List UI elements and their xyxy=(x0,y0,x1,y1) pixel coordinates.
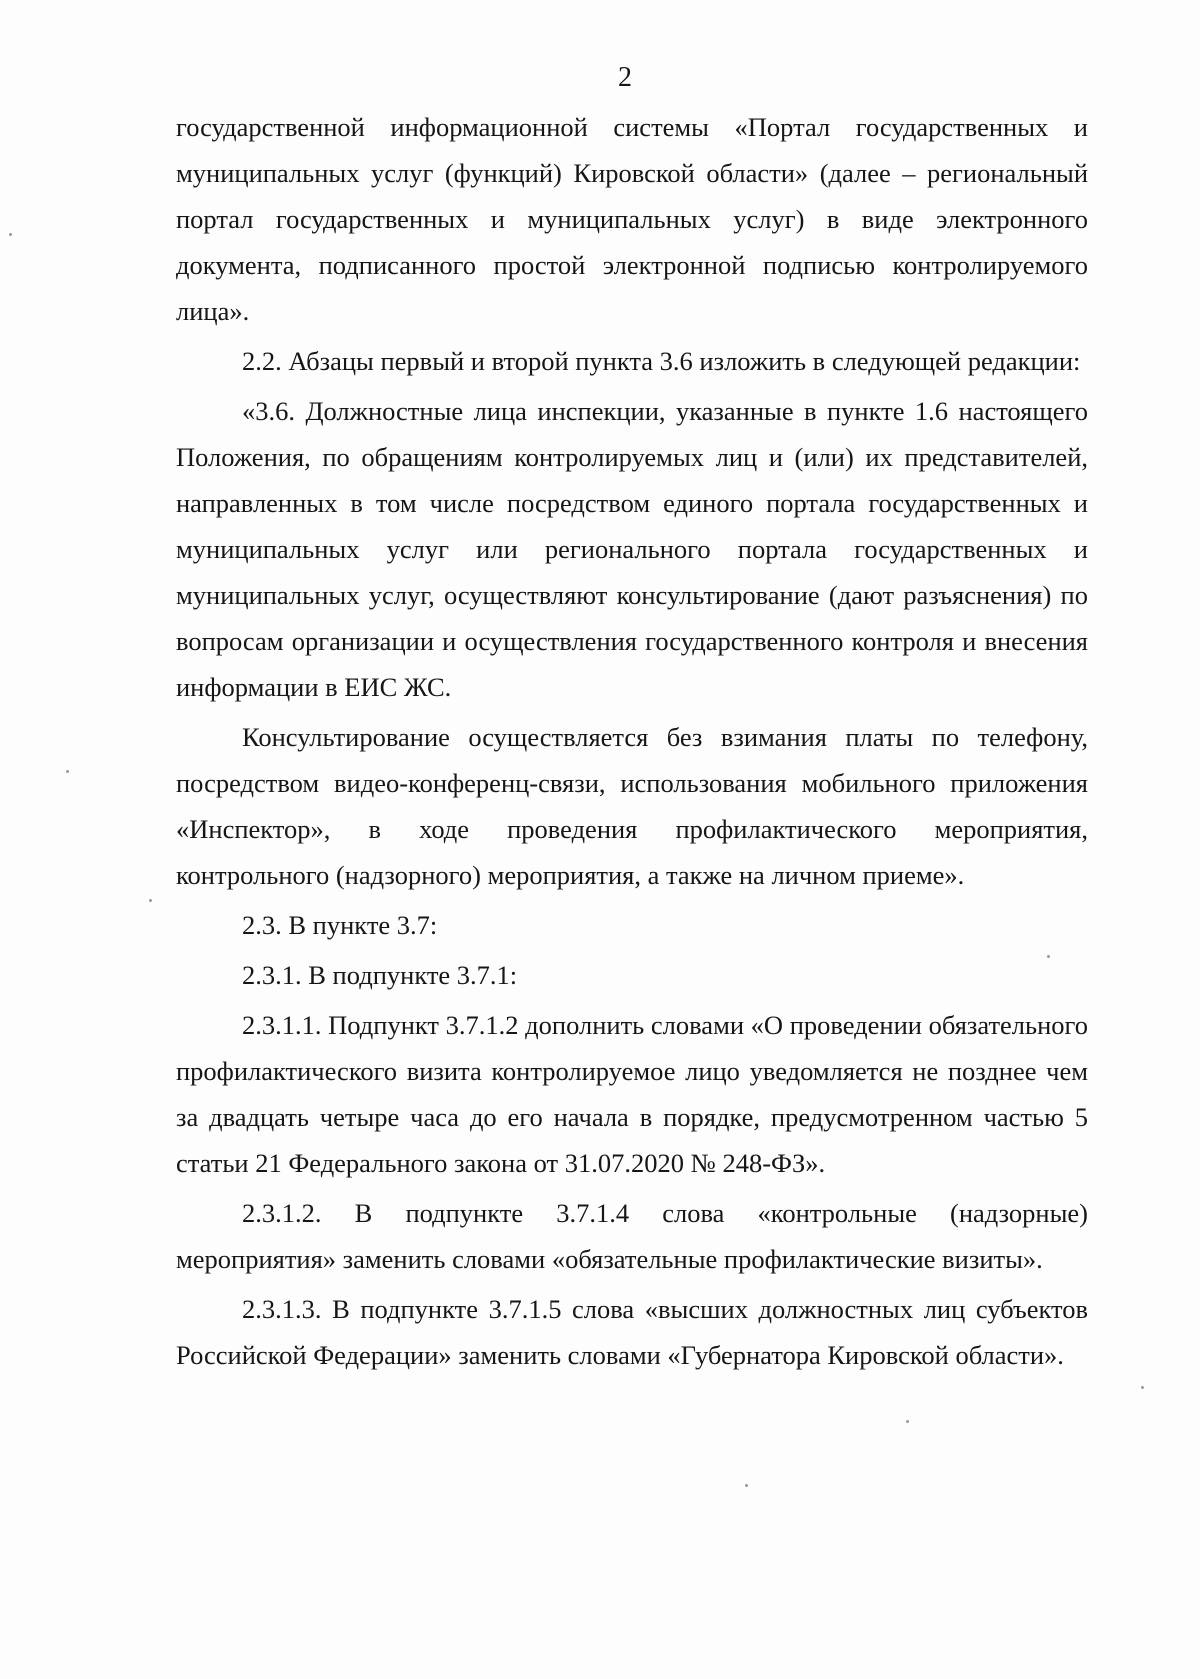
paragraph-continuation: государственной информационной системы «Портал государственных и муниципальных услуг (функций) Кировской области» (далее – региональный портал государственных и муниципальных услуг) в виде электронного документа, подписанного простой электронной подписью контролируемого лица». xyxy=(176,112,1088,326)
scan-speck xyxy=(9,233,12,236)
document-body xyxy=(176,104,1088,1378)
scan-speck xyxy=(149,899,152,902)
scan-speck xyxy=(1047,955,1050,958)
paragraph-3-6-quote: «3.6. Должностные лица инспекции, указанные в пункте 1.6 настоящего Положения, по обращениям контролируемых лиц и (или) их представителей, направленных в том числе посредством единого портала государственных и муниципальных услуг или регионального портала государственных и муниципальных услуг, осуществляют консультирование (дают разъяснения) по вопросам организации и осуществления государственного контроля и внесения информации в ЕИС ЖС. xyxy=(176,396,1088,702)
scan-speck xyxy=(745,1484,748,1487)
paragraph-consulting: Консультирование осуществляется без взимания платы по телефону, посредством видео-конференц-связи, использования мобильного приложения «Инспектор», в ходе проведения профилактического мероприятия, контрольного (надзорного) мероприятия, а также на личном приеме». xyxy=(176,722,1088,890)
paragraph-2-3-1-2: 2.3.1.2. В подпункте 3.7.1.4 слова «контрольные (надзорные) мероприятия» заменить словами «обязательные профилактические визиты». xyxy=(176,1198,1088,1274)
scan-speck xyxy=(66,770,69,773)
scan-speck xyxy=(1141,1386,1144,1389)
paragraph-2-3-1-1: 2.3.1.1. Подпункт 3.7.1.2 дополнить словами «О проведении обязательного профилактического визита контролируемое лицо уведомляется не позднее чем за двадцать четыре часа до его начала в порядке, предусмотренном частью 5 статьи 21 Федерального закона от 31.07.2020 № 248-ФЗ». xyxy=(176,1010,1088,1178)
paragraph-2-3: 2.3. В пункте 3.7: xyxy=(242,910,438,940)
paragraph-2-3-1-3: 2.3.1.3. В подпункте 3.7.1.5 слова «высших должностных лиц субъектов Российской Федерации» заменить словами «Губернатора Кировской области». xyxy=(176,1294,1088,1370)
paragraph-2-3-1: 2.3.1. В подпункте 3.7.1: xyxy=(242,960,518,990)
paragraph-2-2: 2.2. Абзацы первый и второй пункта 3.6 изложить в следующей редакции: xyxy=(242,346,1081,376)
page-number: 2 xyxy=(618,62,632,93)
scan-speck xyxy=(906,1420,909,1423)
